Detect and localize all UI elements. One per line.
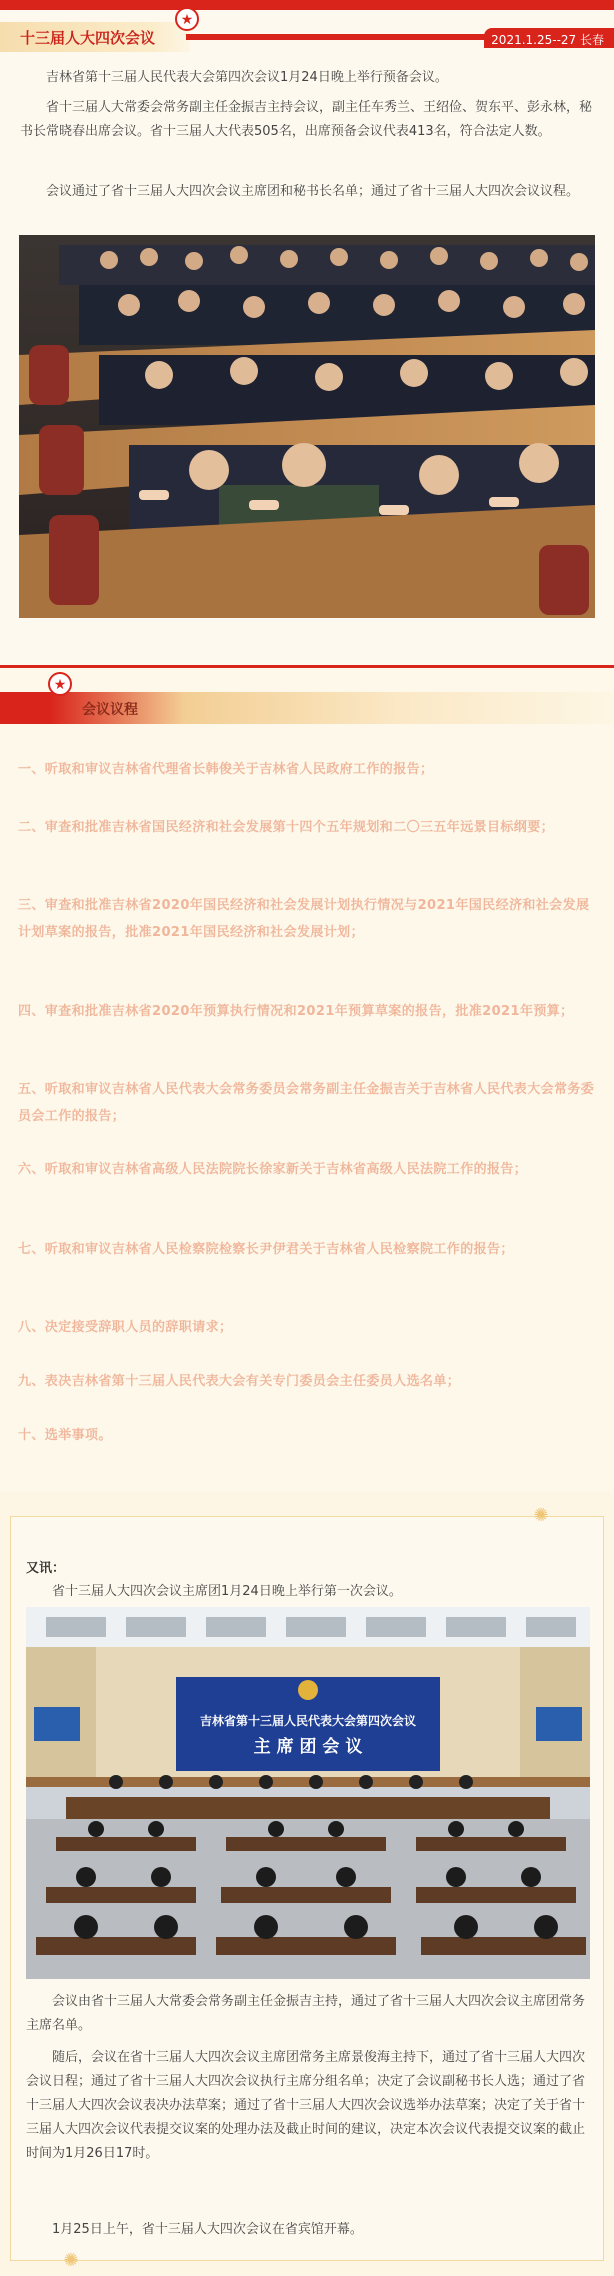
- flower-ornament-icon: ✺: [63, 2250, 79, 2271]
- meeting-date: 2021.1.25--27 长春: [491, 33, 604, 47]
- news-paragraph-3: 随后，会议在省十三届人大四次会议主席团常务主席景俊海主持下，通过了省十三届人大四次会议日程；通过了省十三届人大四次会议执行主席分组名单；决定了会议副秘书长人选；通过了省十三届人大四次会议表决办法草案；通过了省十三届人大四次会议选举办法草案；决定了关于省十三届人大四次会议代表提交议案的处理办法及截止时间的建议，决定本次会议代表提交议案的截止时间为1月26日17时。: [26, 2050, 586, 2161]
- meeting-voting-photo: [19, 235, 595, 618]
- section-agenda: [0, 672, 614, 1492]
- agenda-title: 会议议程: [82, 702, 138, 718]
- agenda-item: 四、审查和批准吉林省2020年预算执行情况和2021年预算草案的报告，批准2021年预算；: [18, 1004, 574, 1019]
- banner-line-1: 吉林省第十三届人民代表大会第四次会议: [199, 1714, 417, 1728]
- star-icon: ★: [48, 672, 72, 696]
- banner-line-2: 主 席 团 会 议: [253, 1737, 363, 1757]
- agenda-item: 五、听取和审议吉林省人民代表大会常务委员会常务副主任金振吉关于吉林省人民代表大会常务委员会工作的报告；: [18, 1082, 595, 1124]
- flower-ornament-icon: ✺: [533, 1505, 549, 1526]
- agenda-item: 十、选举事项。: [18, 1428, 112, 1443]
- star-icon: ★: [175, 7, 199, 31]
- news-paragraph-2: 会议由省十三届人大常委会常务副主任金振吉主持，通过了省十三届人大四次会议主席团常务主席名单。: [26, 1994, 586, 2033]
- agenda-item: 九、表决吉林省第十三届人民代表大会有关专门委员会主任委员人选名单；: [18, 1374, 461, 1389]
- intro-paragraph-2: 省十三届人大常委会常务副主任金振吉主持会议，副主任车秀兰、王绍俭、贺东平、彭永林，秘书长常晓春出席会议。省十三届人大代表505名，出席预备会议代表413名，符合法定人数。: [20, 100, 593, 139]
- agenda-item: 一、听取和审议吉林省代理省长韩俊关于吉林省人民政府工作的报告；: [18, 762, 434, 777]
- top-red-bar: [0, 0, 614, 10]
- news-label: 又讯：: [26, 1561, 66, 1576]
- page-title: 十三届人大四次会议: [20, 29, 156, 47]
- presidium-meeting-photo: [26, 1607, 590, 1979]
- agenda-item: 二、审查和批准吉林省国民经济和社会发展第十四个五年规划和二〇三五年远景目标纲要；: [18, 820, 555, 835]
- news-paragraph-1: 省十三届人大四次会议主席团1月24日晚上举行第一次会议。: [52, 1584, 402, 1599]
- agenda-item: 八、决定接受辞职人员的辞职请求；: [18, 1320, 233, 1335]
- agenda-item: 七、听取和审议吉林省人民检察院检察长尹伊君关于吉林省人民检察院工作的报告；: [18, 1242, 514, 1257]
- intro-paragraph-1: 吉林省第十三届人民代表大会第四次会议1月24日晚上举行预备会议。: [46, 70, 448, 85]
- intro-paragraph-3: 会议通过了省十三届人大四次会议主席团和秘书长名单；通过了省十三届人大四次会议议程。: [46, 184, 580, 199]
- section-preparatory-meeting: [0, 0, 614, 668]
- agenda-item: 三、审查和批准吉林省2020年国民经济和社会发展计划执行情况与2021年国民经济和社会发展计划草案的报告，批准2021年国民经济和社会发展计划；: [18, 898, 590, 940]
- agenda-item: 六、听取和审议吉林省高级人民法院院长徐家新关于吉林省高级人民法院工作的报告；: [18, 1162, 528, 1177]
- news-paragraph-4: 1月25日上午，省十三届人大四次会议在省宾馆开幕。: [52, 2222, 363, 2237]
